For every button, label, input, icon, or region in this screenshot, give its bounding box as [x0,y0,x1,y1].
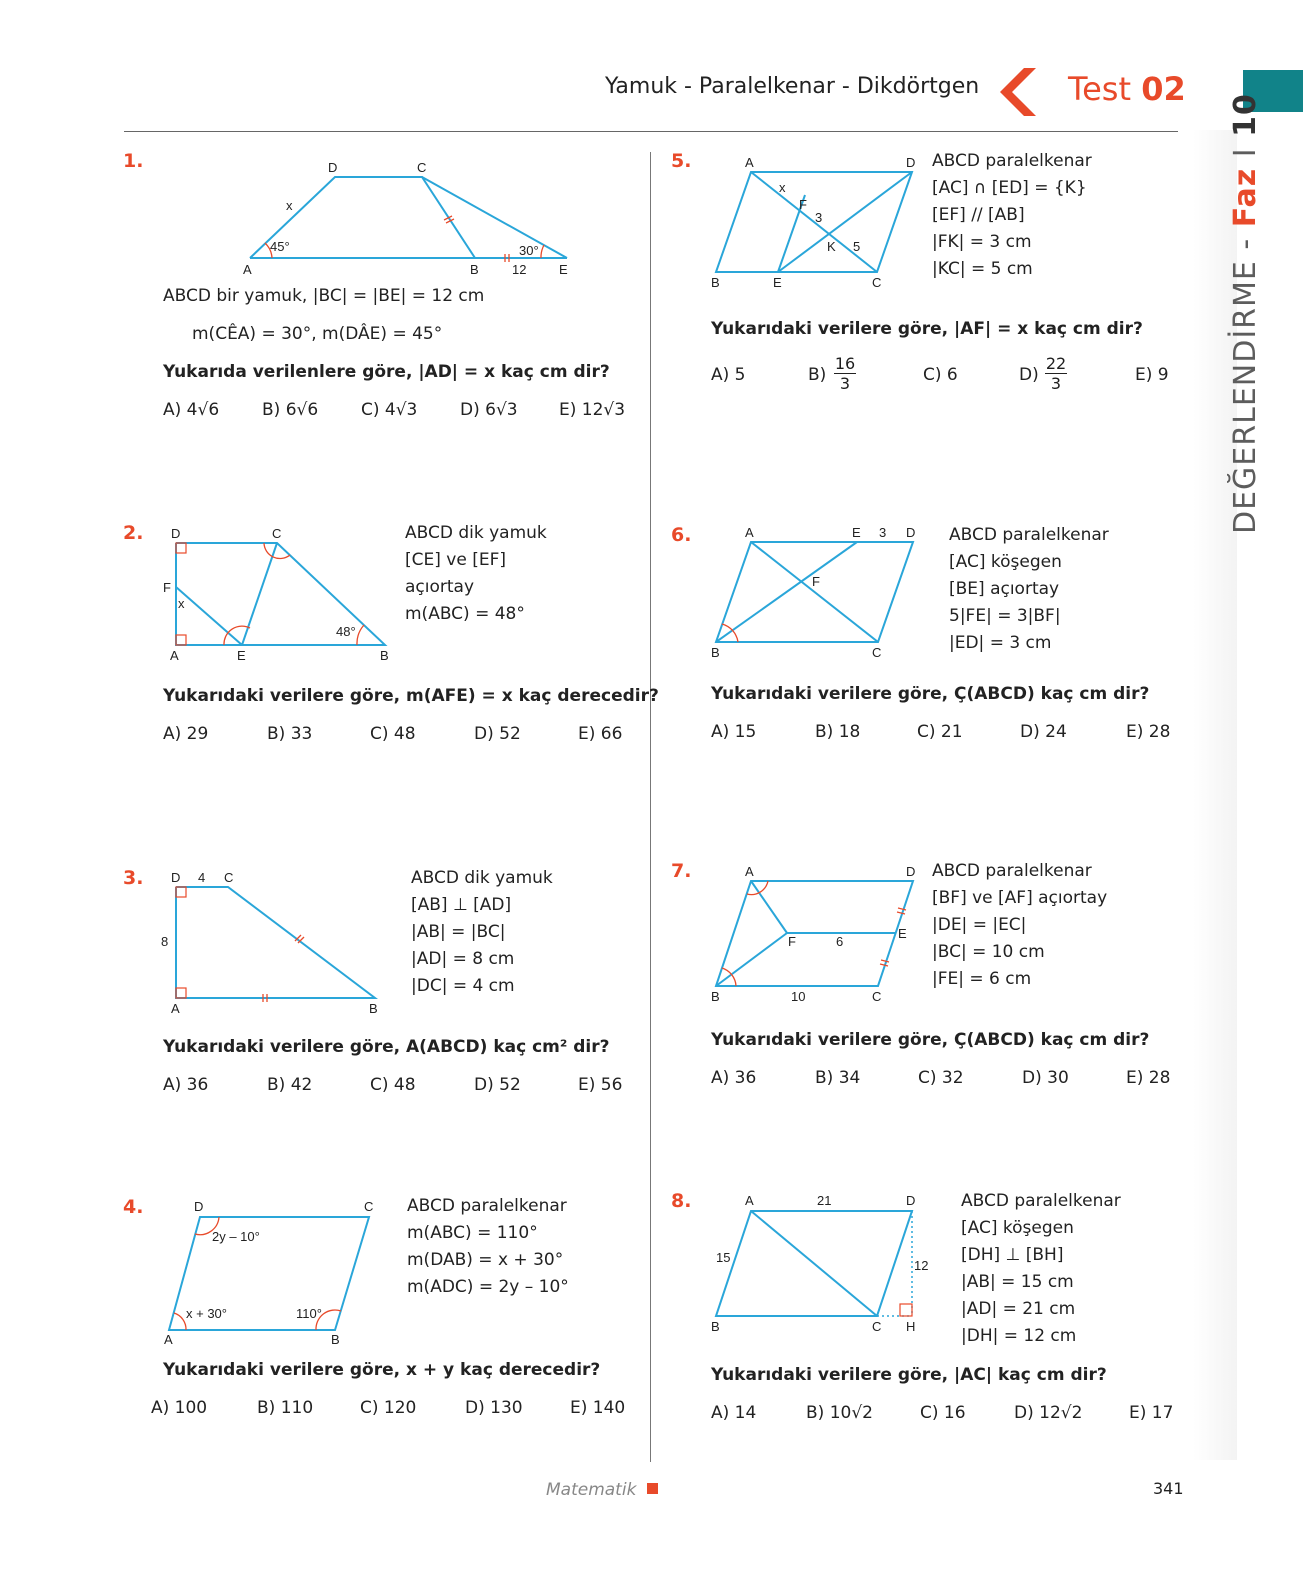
q7-option-a[interactable]: A) 36 [711,1068,757,1088]
test-number: 02 [1141,70,1186,108]
q5-info-line: ABCD paralelkenar [932,151,1092,171]
q8-info-line: |AD| = 21 cm [961,1299,1076,1319]
q3-option-e[interactable]: E) 56 [578,1075,623,1095]
q4-option-d[interactable]: D) 130 [465,1398,523,1418]
q7-question: Yukarıdaki verilere göre, Ç(ABCD) kaç cm dir? [711,1030,1150,1050]
q1-A: A [243,262,252,277]
q7-E: E [898,926,907,941]
q5-info-line: [AC] ∩ [ED] = {K} [932,178,1087,198]
q8-option-c[interactable]: C) 16 [920,1403,966,1423]
q8-n21: 21 [817,1193,832,1208]
q6-info-line: ABCD paralelkenar [949,525,1109,545]
q2-E: E [237,648,246,663]
q4-info-line: m(DAB) = x + 30° [407,1250,564,1270]
q8-A: A [745,1193,754,1208]
q3-option-b[interactable]: B) 42 [267,1075,313,1095]
q1-E: E [559,262,568,277]
q7-info-line: ABCD paralelkenar [932,861,1092,881]
q3-C: C [224,870,234,885]
q2-info-line: ABCD dik yamuk [405,523,547,543]
q5-C: C [872,275,882,290]
q5-n5: 5 [853,239,861,254]
q1-option-b[interactable]: B) 6√6 [262,400,319,420]
q4-aB: 110° [296,1306,322,1321]
q3-option-a[interactable]: A) 36 [163,1075,209,1095]
q5-A: A [745,155,754,170]
q7-option-d[interactable]: D) 30 [1022,1068,1069,1088]
q2-A: A [170,648,179,663]
q7-A: A [745,864,754,879]
q2-option-c[interactable]: C) 48 [370,724,416,744]
q3-option-d[interactable]: D) 52 [474,1075,521,1095]
q8-n12: 12 [914,1258,929,1273]
q8-info [961,1188,1121,1350]
q6-A: A [745,525,754,540]
q5-question: Yukarıdaki verilere göre, |AF| = x kaç cm dir? [711,319,1143,339]
question-number: 3. [123,867,144,889]
q2-D: D [171,526,181,541]
q1-option-e[interactable]: E) 12√3 [559,400,626,420]
q5-K: K [827,239,836,254]
q2-question: Yukarıdaki verilere göre, m(AFE) = x kaç derecedir? [163,686,659,706]
q6-D: D [906,525,916,540]
q8-option-e[interactable]: E) 17 [1129,1403,1174,1423]
q7-D: D [906,864,916,879]
question-number: 8. [671,1190,692,1212]
q2-a48: 48° [336,624,356,639]
q6-option-d[interactable]: D) 24 [1020,722,1067,742]
q6-info-line: 5|FE| = 3|BF| [949,606,1061,626]
q5-option-c[interactable]: C) 6 [923,365,958,385]
q7-option-e[interactable]: E) 28 [1126,1068,1171,1088]
q7-info-line: |BC| = 10 cm [932,942,1045,962]
q5-info-line: |KC| = 5 cm [932,259,1033,279]
q4-aD: 2y – 10° [212,1229,260,1244]
q7-info-line: |DE| = |EC| [932,915,1027,935]
q7-option-c[interactable]: C) 32 [918,1068,964,1088]
frac-num: 16 [834,354,856,373]
q3-D: D [171,870,181,885]
side-tab-number: 10 [1228,93,1263,137]
q4-option-c[interactable]: C) 120 [360,1398,417,1418]
q4-question: Yukarıdaki verilere göre, x + y kaç derecedir? [163,1360,601,1380]
q8-option-d[interactable]: D) 12√2 [1014,1403,1083,1423]
q6-question: Yukarıdaki verilere göre, Ç(ABCD) kaç cm dir? [711,684,1150,704]
q3-A: A [171,1001,180,1016]
q1-a45: 45° [270,239,290,254]
q7-C: C [872,989,882,1004]
q5-D: D [906,155,916,170]
q3-n4: 4 [198,870,206,885]
q8-info-line: [AC] köşegen [961,1218,1074,1238]
q1-option-a[interactable]: A) 4√6 [163,400,220,420]
q2-F: F [163,580,171,595]
question-number: 4. [123,1196,144,1218]
side-tab-faz: Faz [1228,167,1263,228]
q2-info-line: [CE] ve [EF] [405,550,506,570]
q6-C: C [872,645,882,660]
q2-option-b[interactable]: B) 33 [267,724,313,744]
q7-F: F [788,934,796,949]
q3-B: B [369,1001,378,1016]
question-number: 1. [123,150,144,172]
q1-a30: 30° [519,243,539,258]
q5-info-line: |FK| = 3 cm [932,232,1032,252]
q4-C: C [364,1199,374,1214]
q3-info-line: ABCD dik yamuk [411,868,553,888]
q6-option-b[interactable]: B) 18 [815,722,861,742]
q3-option-c[interactable]: C) 48 [370,1075,416,1095]
side-tab-text: DEĞERLENDİRME - [1228,227,1263,534]
q8-C: C [872,1319,882,1334]
q2-info-line: açıortay [405,577,475,597]
footer-square-icon [647,1483,658,1494]
q1-option-c[interactable]: C) 4√3 [361,400,418,420]
q3-info-line: [AB] ⊥ [AD] [411,895,512,915]
q7-info-line: [BF] ve [AF] açıortay [932,888,1108,908]
side-tab-label [1228,93,1263,534]
q1-D: D [328,160,338,175]
footer-subject: Matematik [546,1480,637,1500]
q5-E: E [773,275,782,290]
q1-B: B [470,262,479,277]
question-number: 6. [671,524,692,546]
q6-info-line: |ED| = 3 cm [949,633,1052,653]
q8-question: Yukarıdaki verilere göre, |AC| kaç cm dir? [711,1365,1107,1385]
q2-x: x [178,596,185,611]
q5-x: x [779,180,786,195]
q4-A: A [164,1332,173,1347]
q4-D: D [194,1199,204,1214]
q4-option-b[interactable]: B) 110 [257,1398,314,1418]
q7-option-b[interactable]: B) 34 [815,1068,861,1088]
q1-C: C [417,160,427,175]
q7-n10: 10 [791,989,806,1004]
q4-info-line: m(ADC) = 2y – 10° [407,1277,569,1297]
q7-B: B [711,989,720,1004]
test-word: Test [1068,70,1132,108]
question-number: 5. [671,150,692,172]
q8-option-a[interactable]: A) 14 [711,1403,757,1423]
q8-D: D [906,1193,916,1208]
q4-option-a[interactable]: A) 100 [151,1398,208,1418]
q5-option-a[interactable]: A) 5 [711,365,746,385]
q2-B: B [380,648,389,663]
q4-info-line: ABCD paralelkenar [407,1196,567,1216]
q6-B: B [711,645,720,660]
q8-B: B [711,1319,720,1334]
q8-info-line: [DH] ⊥ [BH] [961,1245,1064,1265]
page-title: Yamuk - Paralelkenar - Dikdörtgen [605,74,980,99]
question-number: 2. [123,522,144,544]
q2-C: C [272,526,282,541]
q3-info-line: |AD| = 8 cm [411,949,515,969]
q8-info-line: |AB| = 15 cm [961,1272,1074,1292]
q4-option-e[interactable]: E) 140 [570,1398,626,1418]
q3-question: Yukarıdaki verilere göre, A(ABCD) kaç cm² dir? [163,1037,610,1057]
q2-info-line: m(ABC) = 48° [405,604,525,624]
q1-given-2: m(CÊA) = 30°, m(DÂE) = 45° [192,324,443,344]
q3-info-line: |AB| = |BC| [411,922,506,942]
q6-n3: 3 [879,525,887,540]
q5-B: B [711,275,720,290]
q7-n6: 6 [836,934,844,949]
q8-n15: 15 [716,1250,731,1265]
q3-n8: 8 [161,934,169,949]
question-number: 7. [671,860,692,882]
q6-option-e[interactable]: E) 28 [1126,722,1171,742]
frac-den: 3 [1050,374,1062,393]
q5-option-d[interactable]: D) [1019,365,1039,385]
q6-info-line: [BE] açıortay [949,579,1060,599]
q4-info-line: m(ABC) = 110° [407,1223,538,1243]
q8-info-line: |DH| = 12 cm [961,1326,1077,1346]
q5-option-b[interactable]: B) [808,365,827,385]
q1-option-d[interactable]: D) 6√3 [460,400,518,420]
q6-info-line: [AC] köşegen [949,552,1062,572]
frac-den: 3 [839,374,851,393]
q5-option-e[interactable]: E) 9 [1135,365,1169,385]
q8-H: H [906,1319,916,1334]
q1-x: x [286,198,293,213]
q1-question: Yukarıda verilenlere göre, |AD| = x kaç cm dir? [163,362,610,382]
side-tab-separator: I [1228,147,1263,158]
q4-B: B [331,1332,340,1347]
q2-option-e[interactable]: E) 66 [578,724,623,744]
q4-aA: x + 30° [186,1306,227,1321]
q6-option-a[interactable]: A) 15 [711,722,757,742]
q5-n3: 3 [815,210,823,225]
q8-info-line: ABCD paralelkenar [961,1191,1121,1211]
q5-F: F [799,197,807,212]
q2-option-d[interactable]: D) 52 [474,724,521,744]
q5-info-line: [EF] // [AB] [932,205,1025,225]
q8-option-b[interactable]: B) 10√2 [806,1403,873,1423]
q7-info-line: |FE| = 6 cm [932,969,1032,989]
q6-option-c[interactable]: C) 21 [917,722,963,742]
q3-info-line: |DC| = 4 cm [411,976,515,996]
q2-option-a[interactable]: A) 29 [163,724,209,744]
q1-n12: 12 [512,262,527,277]
q1-given-1: ABCD bir yamuk, |BC| = |BE| = 12 cm [163,286,485,306]
q6-F: F [812,574,820,589]
frac-num: 22 [1045,354,1067,373]
page-number: 341 [1153,1479,1184,1498]
q6-E: E [852,525,861,540]
